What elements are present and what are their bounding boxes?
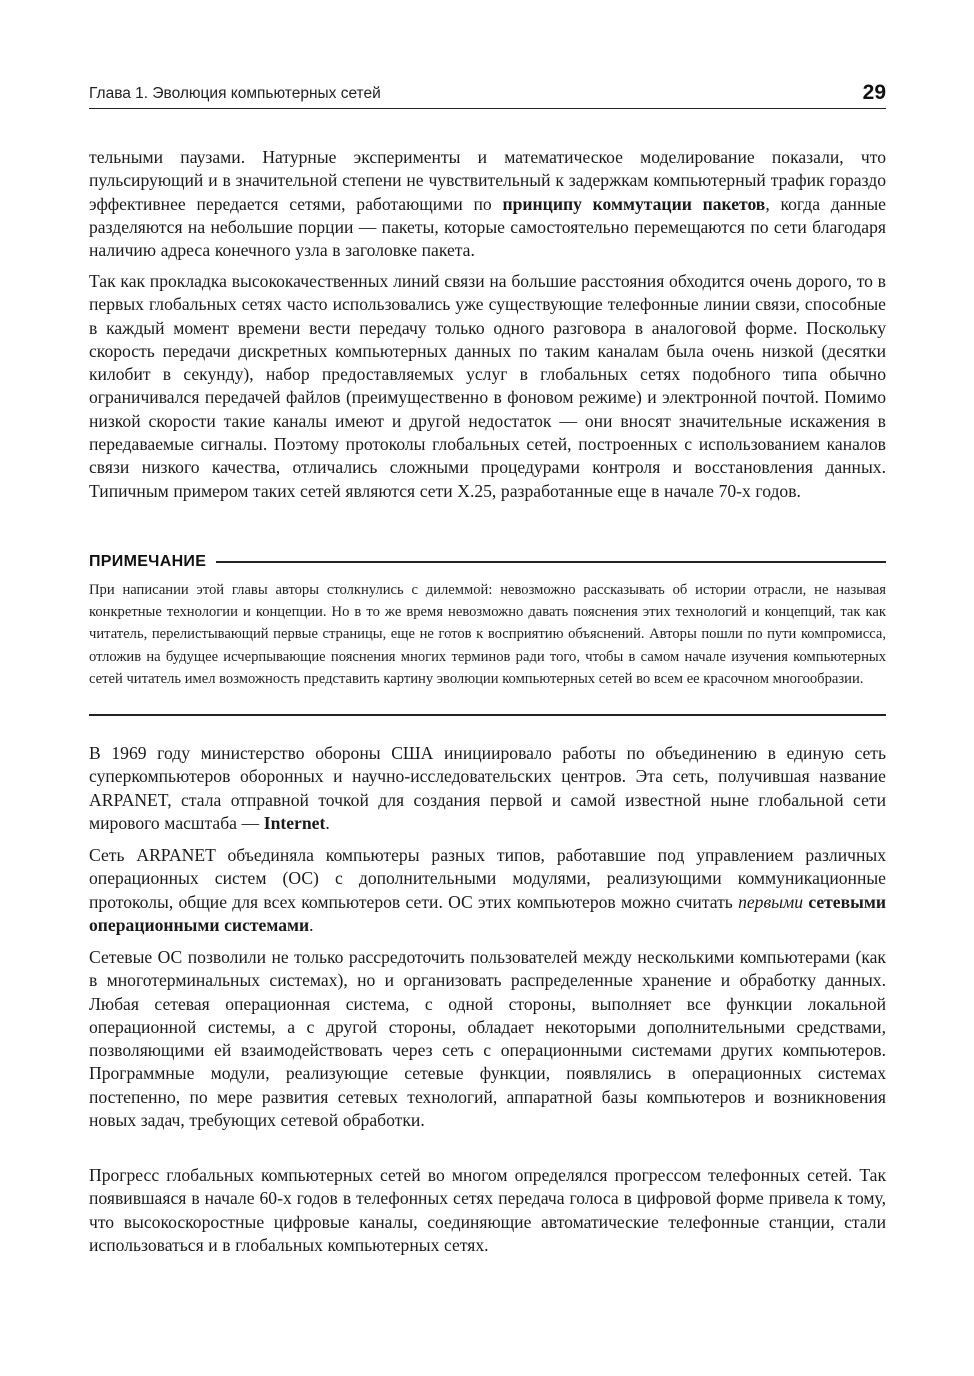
term-internet: Internet [263, 812, 326, 833]
paragraph-text: тельными паузами. Натурные эксперименты и математическое моделирование показали, что пульсирующий и в значительной степени не чувствительный к задержкам компьютерный трафик гораздо эффективнее передается сетями, работающими по [89, 147, 886, 214]
chapter-title: Глава 1. Эволюция компьютерных сетей [89, 85, 381, 102]
paragraph-text: . [309, 914, 314, 935]
running-header [89, 80, 886, 109]
paragraph-telephone-lines [89, 270, 886, 503]
note-bottom-rule [89, 714, 886, 716]
paragraph-arpanet-origin [89, 742, 886, 835]
paragraph-arpanet-os [89, 844, 886, 937]
term-network-os: сетевыми операционными системами [89, 891, 886, 935]
paragraph-text: Так как прокладка высококачественных линий связи на большие расстояния обходится очень дорого, то в первых глобальных сетях часто использовались уже существующие телефонные линии связи, способные в каждый момент времени вести передачу только одного разговора в аналоговой форме. Поскольку скорость передачи дискретных компьютерных данных по таким каналам была очень низкой (десятки килобит в секунду), набор предоставляемых услуг в глобальных сетях подобного типа обычно ограничивался передачей файлов (преимущественно в фоновом режиме) и электронной почтой. Помимо низкой скорости такие каналы имеют и другой недостаток — они вносят значительные искажения в передаваемые сигналы. Поэтому протоколы глобальных сетей, построенных с использованием каналов связи низкого качества, отличались сложными процедурами контроля и восстановления данных. Типичным примером таких сетей являются сети X.25, разработанные еще в начале 70-х годов. [89, 271, 886, 501]
page-number: 29 [862, 81, 886, 104]
paragraph-network-os [89, 946, 886, 1132]
paragraph-text: Сеть ARPANET объединяла компьютеры разных типов, работавшие под управлением различных операционных систем (ОС) с дополнительными модулями, реализующими коммуникационные протоколы, общие для всех компьютеров сети. ОС этих компьютеров можно считать [89, 845, 886, 912]
paragraph-packet-switching [89, 146, 886, 262]
paragraph-text: Сетевые ОС позволили не только рассредоточить пользователей между несколькими компьютерами (как в многотерминальных системах), но и организовать распределенные хранение и обработку данных. Любая сетевая операционная система, с одной стороны, выполняет все функции локальной операционной системы, а с другой стороны, обладает некоторыми дополнительными средствами, позволяющими ей взаимодействовать через сеть с операционными системами других компьютеров. Программные модули, реализующие сетевые функции, появлялись в операционных системах постепенно, по мере развития сетевых технологий, аппаратной базы компьютеров и возникновения новых задач, требующих сетевой обработки. [89, 947, 886, 1131]
paragraph-text: Прогресс глобальных компьютерных сетей во многом определялся прогрессом телефонных сетей. Так появившаяся в начале 60-х годов в телефонных сетях передача голоса в цифровой форме привела к тому, что высокоскоростные цифровые каналы, соединяющие автоматические телефонные станции, стали использоваться и в глобальных компьютерных сетях. [89, 1165, 886, 1255]
paragraph-text: . [325, 812, 330, 833]
emphasis-first: первыми [738, 891, 804, 912]
note-top-rule [216, 561, 886, 563]
note-text: При написании этой главы авторы столкнулись с дилеммой: невозможно рассказывать об истории отрасли, не называя конкретные технологии и концепции. Но в то же время невозможно давать пояснения этих технологий и концепций, так как читатель, перелистывающий первые страницы, еще не готов к восприятию объяснений. Авторы пошли по пути компромисса, отложив на будущее исчерпывающие пояснения многих терминов ради того, чтобы в самом начале изучения компьютерных сетей читатель имел возможность представить картину эволюции компьютерных сетей во всем ее красочном многообразии. [89, 582, 886, 687]
paragraph-text: , когда данные разделяются на небольшие порции — пакеты, которые самостоятельно перемещаются по сети благодаря наличию адреса конечного узла в заголовке пакета. [89, 193, 886, 261]
note-title: ПРИМЕЧАНИЕ [89, 553, 207, 570]
note-body [89, 579, 886, 690]
term-packet-switching: принципу коммутации пакетов [502, 193, 766, 214]
paragraph-text: В 1969 году министерство обороны США инициировало работы по объединению в единую сеть суперкомпьютеров оборонных и научно-исследовательских центров. Эта сеть, получившая название ARPANET, стала отправной точкой для создания первой и самой известной ныне глобальной сети мирового масштаба — [89, 743, 886, 833]
paragraph-global-progress [89, 1164, 886, 1257]
note-header [89, 550, 886, 574]
